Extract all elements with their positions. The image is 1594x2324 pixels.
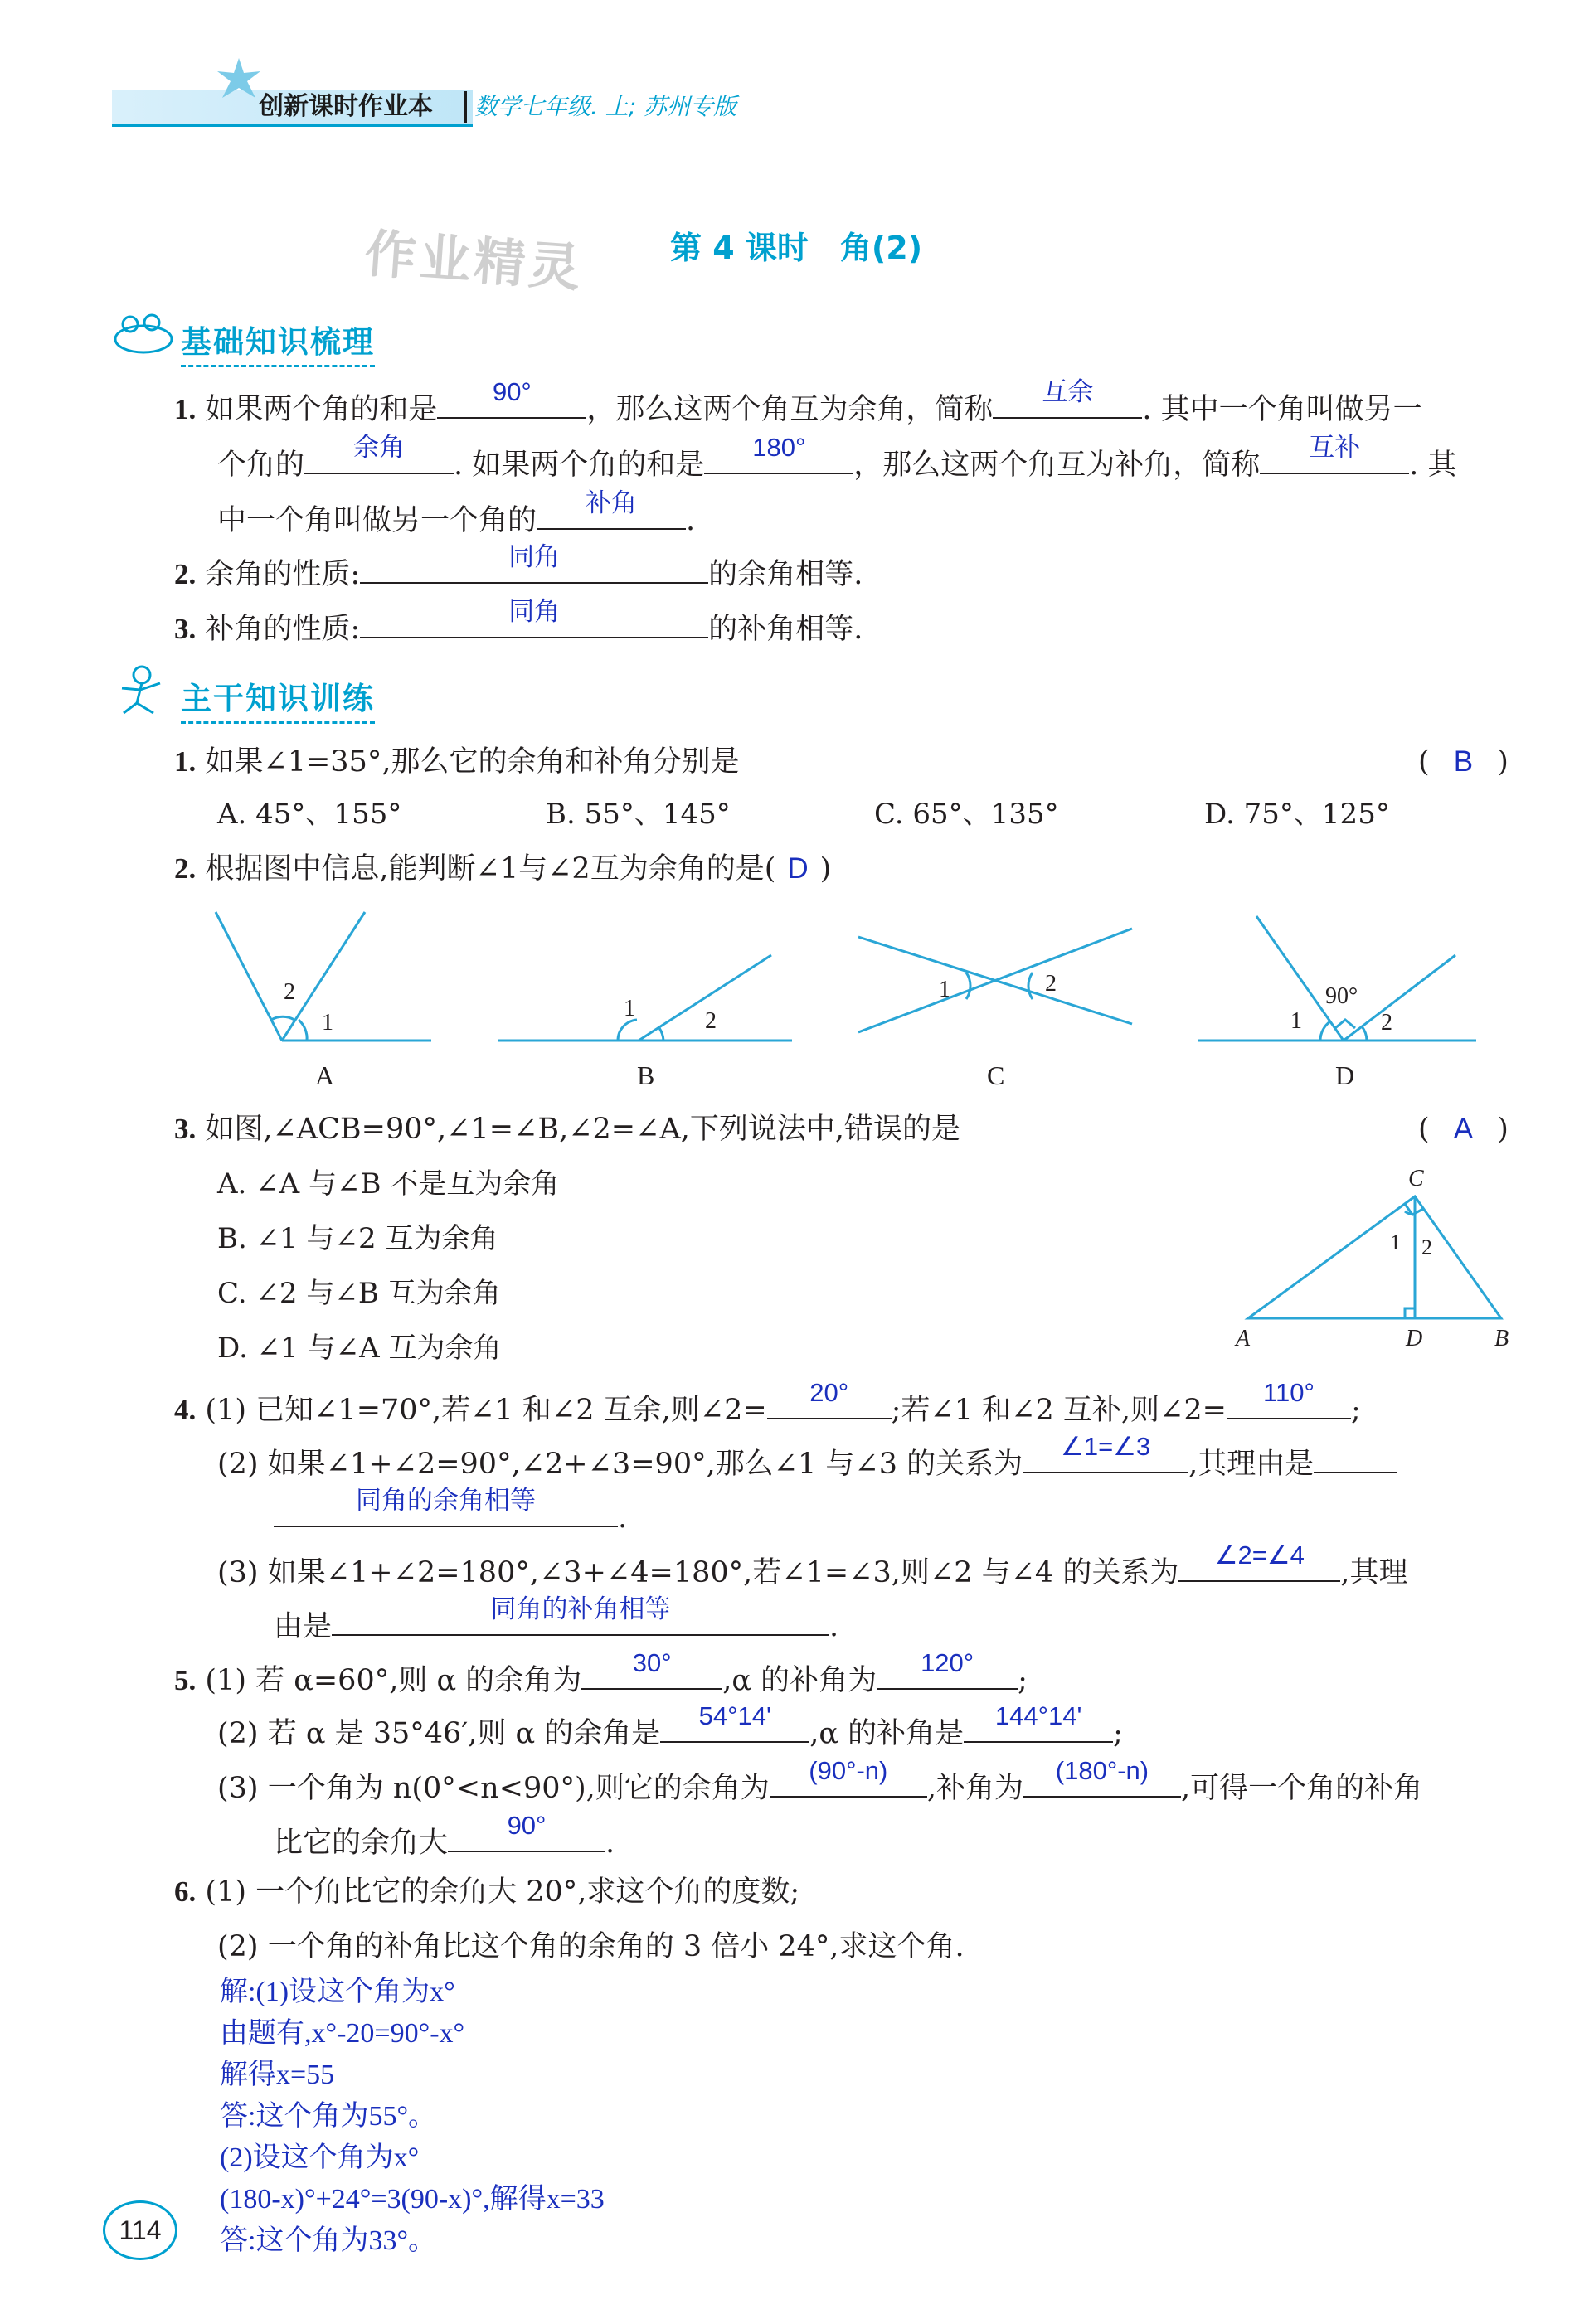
answer-text: (90°-n) [809,1756,888,1785]
vertex-c: C [1408,1166,1424,1191]
answer-text: 180° [752,433,806,462]
vertex-a: A [1236,1326,1251,1351]
option-a: A. 45°、155° [217,798,402,831]
answer-text: 同角的补角相等 [490,1594,671,1623]
answer-blank[interactable] [1260,433,1409,474]
text: ; [1018,1664,1028,1697]
answer-text: 120° [921,1648,974,1677]
question-number: 2. [174,558,197,590]
text: . 如果两个角的和是 [454,449,705,482]
text: (3) 如果∠1+∠2=180°,∠3+∠4=180°,若∠1=∠3,则∠2 与∠4 的关系为 [217,1556,1179,1589]
figure-b-angle1: 1 [624,996,635,1021]
option-d: D. ∠1 与∠A 互为余角 [217,1332,502,1365]
figure-q2 [199,904,1493,1103]
option-c: C. 65°、135° [874,798,1059,831]
s2-q3-answer [1418,1109,1509,1149]
header-book-title: 创新课时作业本 [259,92,433,121]
s2-q4-p1 [174,1378,1361,1430]
s2-q5-p3 [217,1756,1423,1808]
answer-blank[interactable] [1023,1432,1188,1473]
text: ，那么这两个角互为补角，简称 [853,449,1261,482]
text: ,α 的补角为 [722,1664,877,1697]
text: (3) 一个角为 n(0°<n<90°),则它的余角为 [217,1772,770,1805]
answer-blank[interactable] [360,542,708,584]
answer-blank[interactable] [448,1811,605,1852]
text: 的余角相等. [708,558,863,591]
answer-blank[interactable] [1023,1756,1181,1798]
option-a: A. ∠A 与∠B 不是互为余角 [217,1167,560,1201]
text: 如果两个角的和是 [205,393,438,426]
text: ; [1113,1717,1123,1750]
question-number: 5. [174,1664,197,1696]
text: 根据图中信息,能判断∠1与∠2互为余角的是( [205,852,776,885]
angle-1-label: 1 [1390,1230,1401,1254]
text: ;若∠1 和∠2 互补,则∠2= [891,1394,1227,1427]
answer-blank[interactable] [770,1756,927,1798]
text: ,其理 [1340,1556,1408,1589]
s2-q6-p1 [174,1872,799,1912]
vertex-b: B [1494,1326,1509,1351]
section-icon [112,311,177,357]
question-number: 1. [174,745,197,778]
header-subtitle: 数学七年级. 上; 苏州专版 [474,93,737,120]
choice-answer[interactable]: D [787,852,809,885]
answer-blank[interactable] [704,433,853,474]
figure-a-angle1: 1 [322,1010,333,1036]
figure-a-angle2: 2 [284,979,295,1005]
answer-blank[interactable] [437,377,586,419]
paren: ) [1497,1113,1509,1146]
text: 比它的余角大 [274,1827,449,1860]
answer-text: 110° [1263,1378,1315,1407]
answer-blank[interactable] [877,1648,1018,1690]
text: . 其 [1409,449,1457,482]
header-divider [464,91,467,123]
solution-line: 由题有,x°-20=90°-x° [220,2018,465,2049]
solution-line: (2)设这个角为x° [220,2142,420,2173]
text: 中一个角叫做另一个角的 [217,504,537,537]
answer-blank[interactable] [360,597,708,638]
solution-line: 答:这个角为33°。 [220,2225,437,2256]
answer-text: 30° [632,1648,672,1677]
solution-line: 解得x=55 [220,2060,335,2090]
answer-text: 同角的余角相等 [356,1486,536,1515]
text: 如果∠1=35°,那么它的余角和补角分别是 [205,745,740,779]
answer-text: 20° [809,1378,849,1407]
figure-c-angle1: 1 [939,977,950,1002]
answer-blank[interactable] [1227,1378,1351,1419]
text: ，那么这两个角互为余角，简称 [586,393,994,426]
answer-blank[interactable] [1314,1439,1397,1473]
text: (1) 若 α=60°,则 α 的余角为 [205,1664,582,1697]
text: (2) 如果∠1+∠2=90°,∠2+∠3=90°,那么∠1 与∠3 的关系为 [217,1448,1023,1481]
figure-c-label: C [987,1060,1005,1090]
figure-d-angle2: 2 [1381,1010,1392,1036]
text: ,补角为 [926,1772,1023,1805]
answer-blank[interactable] [767,1378,892,1419]
s2-q5-p3-cont [274,1811,615,1863]
page-number [103,2200,177,2260]
text: (2) 一个角的补角比这个角的余角的 3 倍小 24°,求这个角. [217,1930,965,1963]
answer-text: 同角 [508,542,561,571]
option-d: D. 75°、125° [1204,798,1390,831]
text: 由是 [274,1610,333,1643]
answer-blank[interactable] [581,1648,722,1690]
s1-q1-line3 [217,488,696,541]
question-number: 6. [174,1875,197,1908]
question-number: 2. [174,852,197,885]
question-number: 3. [174,613,197,645]
text: . [618,1502,628,1535]
solution-text [220,1972,605,2262]
option-c: C. ∠2 与∠B 互为余角 [217,1277,501,1310]
s1-q1-line2 [217,433,1457,485]
text: (1) 已知∠1=70°,若∠1 和∠2 互余,则∠2= [205,1394,767,1427]
s2-q2 [174,849,831,889]
question-number: 1. [174,393,197,425]
vertex-d: D [1406,1326,1423,1351]
text: ; [1350,1394,1361,1427]
text: (2) 若 α 是 35°46′,则 α 的余角是 [217,1717,661,1750]
header-underline [112,124,473,127]
lesson-title: 第 4 课时 角(2) [670,230,923,266]
s2-q6-p2 [217,1927,965,1967]
answer-text: ∠2=∠4 [1214,1540,1305,1570]
answer-blank[interactable] [993,377,1142,419]
paren: ) [819,852,832,885]
text: ,其理由是 [1188,1448,1315,1481]
s1-q2 [174,542,863,594]
text: ,α 的补角是 [809,1717,965,1750]
text: 补角的性质: [205,613,361,646]
option-b: B. 55°、145° [546,798,731,831]
answer-text: 互补 [1309,433,1361,462]
text: ,可得一个角的补角 [1180,1772,1423,1805]
s2-q4-p3 [217,1540,1408,1593]
paren: ( [1418,1113,1430,1146]
paren: ( [1418,745,1430,779]
solution-line: (180-x)°+24°=3(90-x)°,解得x=33 [220,2184,605,2215]
figure-a-label: A [315,1060,335,1090]
choice-answer[interactable]: B [1453,745,1474,778]
answer-text: 互余 [1042,377,1094,406]
page-number-text: 114 [119,2215,162,2245]
s2-q4-p2 [217,1432,1397,1484]
figure-d-label: D [1335,1060,1355,1090]
figure-b-label: B [637,1060,655,1090]
answer-text: 补角 [586,488,638,517]
option-b: B. ∠1 与∠2 互为余角 [217,1222,498,1255]
section-icon [112,663,177,721]
question-number: 3. [174,1113,197,1145]
figure-q3-triangle [1227,1157,1526,1356]
text: . [829,1610,839,1643]
text: . [605,1827,615,1860]
choice-answer[interactable]: A [1453,1113,1474,1145]
figure-b-angle2: 2 [705,1008,717,1034]
text: 个角的 [217,449,305,482]
answer-text: 90° [492,377,532,406]
answer-blank[interactable] [332,1594,829,1636]
s2-q3 [174,1109,960,1149]
answer-text: (180°-n) [1055,1756,1149,1785]
section-title-training: 主干知识训练 [181,673,375,724]
paren: ) [1497,745,1509,779]
text: . [686,504,696,537]
answer-blank[interactable] [1178,1540,1340,1582]
s2-q5-p2 [217,1701,1123,1754]
text: (1) 一个角比它的余角大 20°,求这个角的度数; [205,1875,800,1909]
s2-q1 [174,742,739,782]
solution-line: 解:(1)设这个角为x° [220,1977,455,2007]
answer-text: 余角 [353,433,406,462]
text: 的补角相等. [708,613,863,646]
answer-blank[interactable] [964,1701,1113,1743]
s1-q1-line1 [174,377,1422,429]
answer-blank[interactable] [537,488,686,530]
s2-q1-answer [1418,742,1509,782]
watermark: 作业精灵 [362,222,586,299]
s2-q5-p1 [174,1648,1028,1701]
figure-d-right-angle: 90° [1325,983,1358,1009]
s2-q4-p3-cont [274,1594,839,1647]
answer-text: 90° [507,1811,547,1840]
answer-text: 同角 [508,597,561,626]
text: . 其中一个角叫做另一 [1142,393,1422,426]
section-title-basics: 基础知识梳理 [181,317,375,367]
answer-text: 54°14' [698,1701,771,1730]
leaf-icon [214,56,264,106]
s1-q3 [174,597,863,649]
text: 如图,∠ACB=90°,∠1=∠B,∠2=∠A,下列说法中,错误的是 [205,1113,960,1146]
answer-text: ∠1=∠3 [1061,1432,1151,1461]
figure-d-angle1: 1 [1290,1008,1302,1034]
answer-blank[interactable] [660,1701,809,1743]
answer-blank[interactable] [274,1486,618,1527]
text: 余角的性质: [205,558,361,591]
angle-2-label: 2 [1421,1235,1432,1259]
s2-q4-p2-cont [274,1486,628,1538]
solution-line: 答:这个角为55°。 [220,2101,437,2132]
figure-c-angle2: 2 [1045,971,1057,997]
question-number: 4. [174,1394,197,1426]
answer-text: 144°14' [994,1701,1082,1730]
answer-blank[interactable] [304,433,454,474]
